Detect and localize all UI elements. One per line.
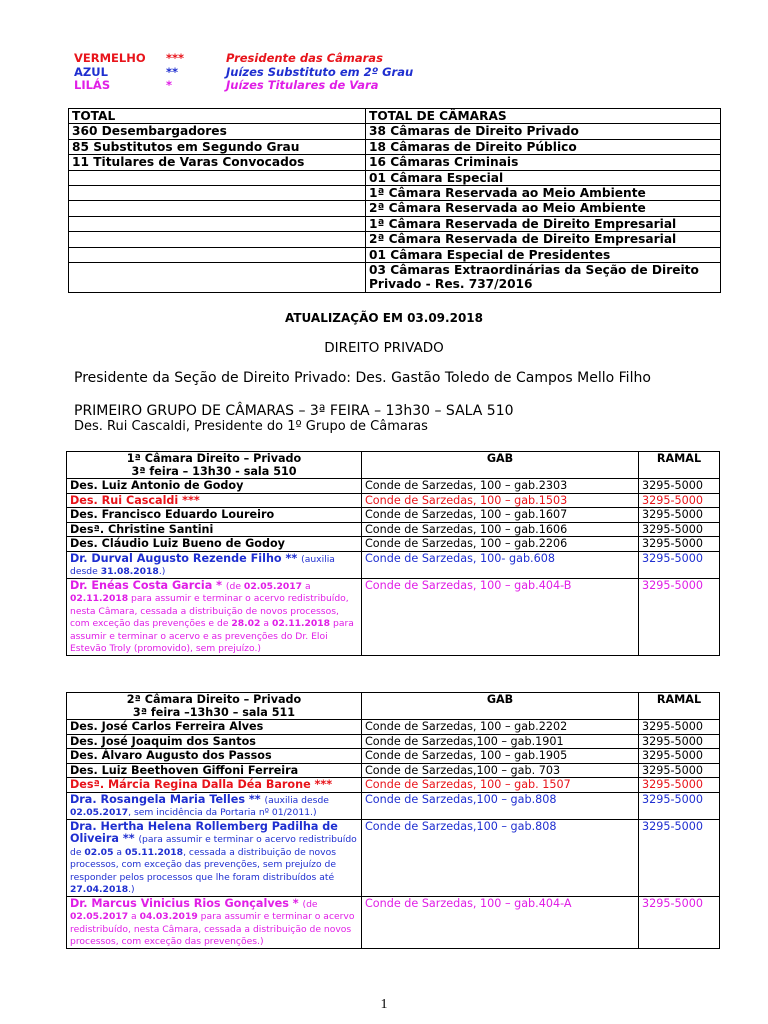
totals-cell-left [69, 216, 366, 231]
totals-cell-left: 11 Titulares de Varas Convocados [69, 155, 366, 170]
member-name: Des. Álvaro Augusto dos Passos [70, 749, 272, 762]
member-row [67, 734, 720, 749]
member-note: (auxilia desde 02.05.2017, sem incidência da Portaria nº 01/2011.) [70, 794, 329, 818]
member-row [67, 720, 720, 735]
member-gab: Conde de Sarzedas,100 – gab.808 [362, 819, 639, 896]
legend-color-label: AZUL [74, 64, 108, 79]
totals-row [69, 247, 721, 262]
totals-cell-left: 85 Substitutos em Segundo Grau [69, 139, 366, 154]
member-row [67, 522, 720, 537]
member-ramal: 3295-5000 [639, 493, 720, 508]
member-gab: Conde de Sarzedas, 100 – gab.1905 [362, 749, 639, 764]
member-gab: Conde de Sarzedas, 100 – gab.1607 [362, 508, 639, 523]
gab-header: GAB [362, 693, 639, 720]
totals-row [69, 186, 721, 201]
member-gab: Conde de Sarzedas, 100 – gab.1606 [362, 522, 639, 537]
member-ramal: 3295-5000 [639, 792, 720, 819]
member-ramal: 3295-5000 [639, 734, 720, 749]
member-gab: Conde de Sarzedas, 100 – gab. 1507 [362, 778, 639, 793]
member-gab: Conde de Sarzedas, 100 – gab.404-A [362, 896, 639, 948]
totals-cell-right: 1ª Câmara Reservada de Direito Empresarial [366, 216, 721, 231]
member-row [67, 508, 720, 523]
gab-header: GAB [362, 452, 639, 479]
member-name: Des. Francisco Eduardo Loureiro [70, 508, 275, 521]
member-ramal: 3295-5000 [639, 508, 720, 523]
member-gab: Conde de Sarzedas,100 – gab.1901 [362, 734, 639, 749]
totals-cell-right: 16 Câmaras Criminais [366, 155, 721, 170]
member-name-cell [67, 734, 362, 749]
section-president: Presidente da Seção de Direito Privado: Des. Gastão Toledo de Campos Mello Filho [74, 370, 651, 386]
member-name: Desª. Márcia Regina Dalla Déa Barone *** [70, 778, 333, 791]
ramal-header: RAMAL [639, 693, 720, 720]
member-name-cell [67, 493, 362, 508]
totals-row [69, 201, 721, 216]
member-name: Des. Rui Cascaldi *** [70, 493, 200, 507]
member-name-cell [67, 537, 362, 552]
legend-mark: * [166, 78, 173, 92]
chamber-title-line2: 3ª feira –13h30 – sala 511 [132, 705, 296, 719]
member-name: Des. José Carlos Ferreira Alves [70, 720, 264, 733]
totals-cell-right: 18 Câmaras de Direito Público [366, 139, 721, 154]
member-ramal: 3295-5000 [639, 778, 720, 793]
legend-row [74, 52, 413, 66]
member-name-cell [67, 778, 362, 793]
member-name: Des. Luiz Antonio de Godoy [70, 479, 244, 492]
totals-row [69, 232, 721, 247]
member-name-cell [67, 551, 362, 578]
totals-row [69, 139, 721, 154]
totals-cell-left [69, 263, 366, 293]
member-name: Dr. Enéas Costa Garcia * [70, 578, 223, 592]
member-gab: Conde de Sarzedas, 100 – gab.1503 [362, 493, 639, 508]
member-name-cell [67, 896, 362, 948]
chamber-table-1 [66, 451, 720, 656]
member-name: Des. Cláudio Luiz Bueno de Godoy [70, 537, 285, 550]
member-note: (auxilia desde 31.08.2018.) [70, 553, 335, 577]
legend-mark: *** [166, 51, 185, 65]
chamber-table-2 [66, 692, 720, 949]
totals-header-right: TOTAL DE CÂMARAS [366, 109, 721, 124]
member-name: Dra. Hertha Helena Rollemberg Padilha de Oliveira ** [70, 819, 338, 845]
totals-cell-left [69, 247, 366, 262]
member-note: (para assumir e terminar o acervo redistribuído de 02.05 a 05.11.2018, cessada a distribuição de novos processos, com exceção das prevenções, sem prejuízo de responder pelos processos que lhe foram distribuídos até 27.04.2018.) [70, 834, 357, 895]
legend [74, 52, 413, 93]
totals-row [69, 170, 721, 185]
totals-cell-right: 01 Câmara Especial [366, 170, 721, 185]
legend-color-label: LILÁS [74, 78, 111, 92]
member-name-cell [67, 720, 362, 735]
totals-cell-left [69, 232, 366, 247]
chamber-title-line2: 3ª feira – 13h30 - sala 510 [131, 464, 297, 478]
totals-header-row [69, 109, 721, 124]
member-row [67, 792, 720, 819]
member-ramal: 3295-5000 [639, 551, 720, 578]
member-row [67, 749, 720, 764]
member-name: Des. Luiz Beethoven Giffoni Ferreira [70, 763, 299, 777]
member-name-cell [67, 508, 362, 523]
member-row [67, 537, 720, 552]
member-gab: Conde de Sarzedas,100 – gab.808 [362, 792, 639, 819]
member-row [67, 551, 720, 578]
member-row [67, 479, 720, 494]
legend-color-label: VERMELHO [74, 51, 146, 65]
legend-description: Juízes Substituto em 2º Grau [226, 64, 414, 79]
member-name-cell [67, 578, 362, 655]
totals-row [69, 216, 721, 231]
update-date: ATUALIZAÇÃO EM 03.09.2018 [284, 311, 483, 325]
member-row [67, 778, 720, 793]
totals-cell-left [69, 201, 366, 216]
totals-cell-left: 360 Desembargadores [69, 124, 366, 139]
member-ramal: 3295-5000 [639, 522, 720, 537]
member-gab: Conde de Sarzedas, 100 – gab.2206 [362, 537, 639, 552]
group-subtitle: Des. Rui Cascaldi, Presidente do 1º Grupo de Câmaras [74, 419, 428, 434]
chamber-title [67, 693, 362, 720]
chamber-header-row [67, 452, 720, 479]
ramal-header: RAMAL [639, 452, 720, 479]
member-row [67, 763, 720, 778]
totals-cell-right: 38 Câmaras de Direito Privado [366, 124, 721, 139]
member-row [67, 896, 720, 948]
member-name-cell [67, 763, 362, 778]
member-gab: Conde de Sarzedas, 100 – gab.2303 [362, 479, 639, 494]
member-ramal: 3295-5000 [639, 749, 720, 764]
member-ramal: 3295-5000 [639, 479, 720, 494]
totals-row [69, 263, 721, 293]
page-number: 1 [380, 997, 388, 1012]
member-name: Dr. Marcus Vinicius Rios Gonçalves * [70, 896, 299, 910]
totals-cell-right: 2ª Câmara Reservada de Direito Empresarial [366, 232, 721, 247]
member-gab: Conde de Sarzedas, 100 – gab.2202 [362, 720, 639, 735]
member-row [67, 578, 720, 655]
totals-table [68, 108, 721, 293]
legend-row [74, 79, 413, 93]
totals-cell-right: 01 Câmara Especial de Presidentes [366, 247, 721, 262]
legend-row [74, 66, 413, 80]
member-gab: Conde de Sarzedas,100 – gab. 703 [362, 763, 639, 778]
member-name: Des. José Joaquim dos Santos [70, 734, 256, 748]
member-name-cell [67, 522, 362, 537]
member-name-cell [67, 819, 362, 896]
member-ramal: 3295-5000 [639, 720, 720, 735]
member-note: (de 02.05.2017 a 04.03.2019 para assumir e terminar o acervo redistribuído, nesta Câmara, cessada a distribuição de novos processos, com exceção das prevenções.) [70, 898, 355, 947]
member-name-cell [67, 792, 362, 819]
member-gab: Conde de Sarzedas, 100 – gab.404-B [362, 578, 639, 655]
member-name: Dra. Rosangela Maria Telles ** [70, 792, 261, 806]
member-name: Dr. Durval Augusto Rezende Filho ** [70, 551, 298, 565]
totals-cell-right: 1ª Câmara Reservada ao Meio Ambiente [366, 186, 721, 201]
totals-cell-left [69, 186, 366, 201]
member-ramal: 3295-5000 [639, 896, 720, 948]
member-name-cell [67, 749, 362, 764]
chamber-header-row [67, 693, 720, 720]
totals-header-left: TOTAL [69, 109, 366, 124]
member-row [67, 819, 720, 896]
member-name-cell [67, 479, 362, 494]
totals-row [69, 124, 721, 139]
member-name: Desª. Christine Santini [70, 522, 214, 536]
member-row [67, 493, 720, 508]
totals-cell-left [69, 170, 366, 185]
legend-description: Juízes Titulares de Vara [226, 78, 379, 92]
member-ramal: 3295-5000 [639, 819, 720, 896]
section-title: DIREITO PRIVADO [324, 340, 444, 356]
legend-mark: ** [166, 64, 179, 79]
member-note: (de 02.05.2017 a 02.11.2018 para assumir e terminar o acervo redistribuído, nesta Câmara, cessada a distribuição de novos processos, com exceção das prevenções e de 28.02 a 02.11.2018 para assumir e terminar o acervo e as prevenções do Dr. Eloi Estevão Troly (promovido), sem prejuízo.) [70, 580, 354, 654]
chamber-title-line1: 1ª Câmara Direito – Privado [126, 452, 302, 465]
totals-cell-right: 03 Câmaras Extraordinárias da Seção de Direito Privado - Res. 737/2016 [366, 263, 721, 293]
chamber-title [67, 452, 362, 479]
totals-cell-right: 2ª Câmara Reservada ao Meio Ambiente [366, 201, 721, 216]
member-ramal: 3295-5000 [639, 763, 720, 778]
chamber-title-line1: 2ª Câmara Direito – Privado [126, 693, 302, 706]
member-gab: Conde de Sarzedas, 100- gab.608 [362, 551, 639, 578]
member-ramal: 3295-5000 [639, 537, 720, 552]
legend-description: Presidente das Câmaras [226, 51, 383, 65]
group-title: PRIMEIRO GRUPO DE CÂMARAS – 3ª FEIRA – 13h30 – SALA 510 [74, 403, 514, 419]
member-ramal: 3295-5000 [639, 578, 720, 655]
totals-row [69, 155, 721, 170]
